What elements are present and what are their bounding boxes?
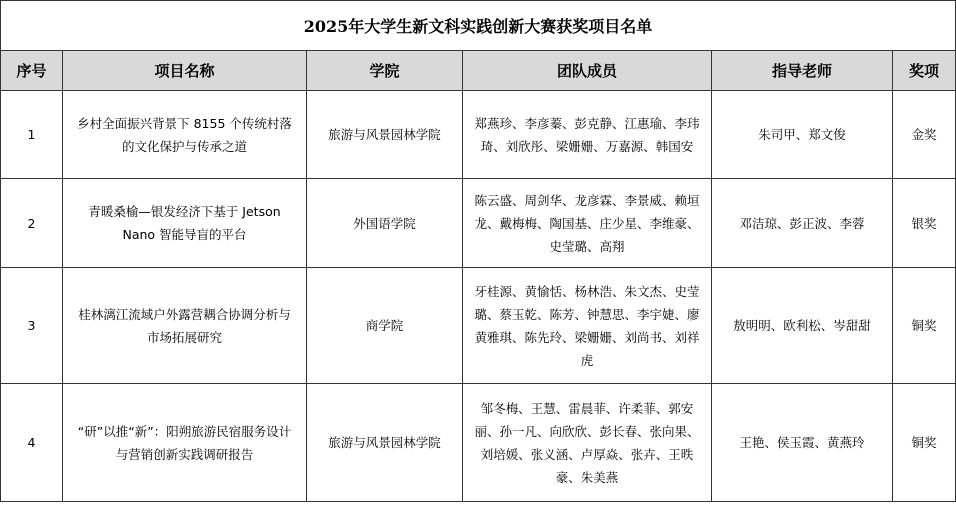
header-no: 序号 [1, 51, 63, 91]
row-project: “研”以推“新”：阳朔旅游民宿服务设计与营销创新实践调研报告 [63, 384, 307, 502]
row-advisors: 王艳、侯玉霞、黄燕玲 [712, 384, 893, 502]
header-award: 奖项 [893, 51, 956, 91]
row-members: 郑燕珍、李彦蓁、彭克静、江惠瑜、李玮琦、刘欣彤、梁姗姗、万嘉源、韩国安 [463, 91, 712, 179]
header-college: 学院 [307, 51, 463, 91]
row-award: 铜奖 [893, 268, 956, 384]
row-college: 旅游与风景园林学院 [307, 384, 463, 502]
row-members: 陈云盛、周剑华、龙彦霖、李景威、赖垣龙、戴梅梅、陶国基、庄少星、李维豪、史莹璐、高翔 [463, 179, 712, 268]
table-row [1, 179, 956, 268]
header-project: 项目名称 [63, 51, 307, 91]
row-no: 1 [1, 91, 63, 179]
header-row [1, 51, 956, 91]
table-row [1, 91, 956, 179]
row-college: 外国语学院 [307, 179, 463, 268]
row-advisors: 敖明明、欧利松、岑甜甜 [712, 268, 893, 384]
row-members: 牙桂源、黄愉恬、杨林浩、朱文杰、史莹璐、蔡玉乾、陈芳、钟慧思、李宇婕、廖黄雅琪、陈先玲、梁姗姗、刘尚书、刘祥虎 [463, 268, 712, 384]
row-award: 铜奖 [893, 384, 956, 502]
row-no: 3 [1, 268, 63, 384]
row-no: 2 [1, 179, 63, 268]
row-advisors: 邓洁琼、彭正波、李蓉 [712, 179, 893, 268]
row-members: 邹冬梅、王慧、雷晨菲、许柔菲、郭安丽、孙一凡、向欣欣、彭长春、张向果、刘培媛、张义涵、卢厚焱、张卉、王昳豪、朱美燕 [463, 384, 712, 502]
row-college: 旅游与风景园林学院 [307, 91, 463, 179]
row-no: 4 [1, 384, 63, 502]
row-project: 青暖桑榆—银发经济下基于 Jetson Nano 智能导盲的平台 [63, 179, 307, 268]
header-advisors: 指导老师 [712, 51, 893, 91]
row-college: 商学院 [307, 268, 463, 384]
row-award: 金奖 [893, 91, 956, 179]
row-project: 乡村全面振兴背景下 8155 个传统村落的文化保护与传承之道 [63, 91, 307, 179]
header-members: 团队成员 [463, 51, 712, 91]
row-project: 桂林漓江流域户外露营耦合协调分析与市场拓展研究 [63, 268, 307, 384]
row-advisors: 朱司甲、郑文俊 [712, 91, 893, 179]
row-award: 银奖 [893, 179, 956, 268]
table-title: 2025年大学生新文科实践创新大赛获奖项目名单 [1, 1, 956, 51]
table-row [1, 268, 956, 384]
table-row [1, 384, 956, 502]
